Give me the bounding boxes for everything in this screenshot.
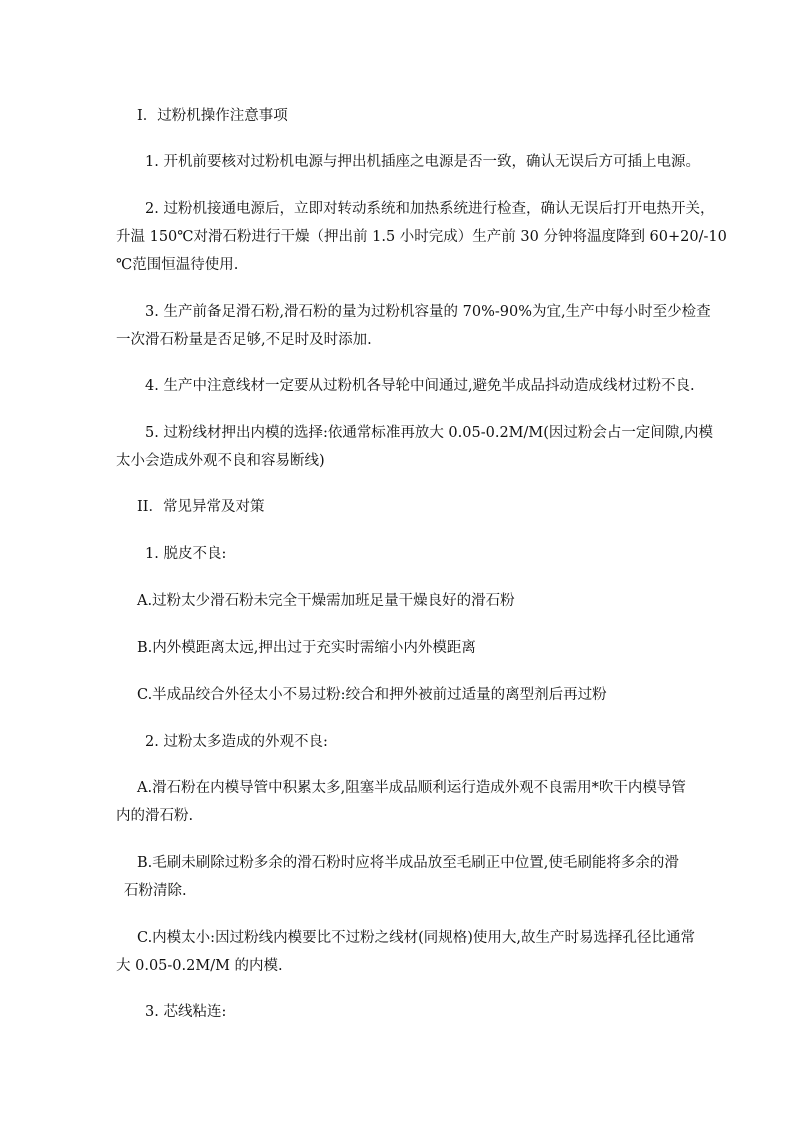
issue-1-c: C.半成品绞合外径太小不易过粉:绞合和押外被前过适量的离型剂后再过粉 [137,687,607,703]
item-2-line-2: 升温 150℃对滑石粉进行干燥（押出前 1.5 小时完成）生产前 30 分钟将温度降到 60+20/-10 [116,229,727,245]
issue-2-c-line-1: C.内模太小:因过粉线内模要比不过粉之线材(同规格)使用大,故生产时易选择孔径比通常 [137,930,695,946]
issue-2-a-line-1: A.滑石粉在内模导管中积累太多,阻塞半成品顺利运行造成外观不良需用*吹干内模导管 [137,780,686,796]
issue-1-b: B.内外模距离太远,押出过于充实时需缩小内外模距离 [137,640,476,656]
item-3-line-2: 一次滑石粉量是否足够,不足时及时添加. [116,332,372,348]
issue-2-a-line-2: 内的滑石粉. [116,808,194,824]
item-2-line-1: 2. 过粉机接通电源后，立即对转动系统和加热系统进行检查，确认无误后打开电热开关， [145,201,715,217]
item-5-line-1: 5. 过粉线材押出内模的选择:依通常标准再放大 0.05-0.2M/M(因过粉会占一定间隙,内模 [145,425,714,441]
issue-3-title: 3. 芯线粘连: [145,1004,227,1020]
section-heading-1: I．过粉机操作注意事项 [137,108,288,124]
item-2-line-3: ℃范围恒温待使用. [116,257,239,273]
section-heading-2: II．常见异常及对策 [137,499,265,515]
issue-2-title: 2. 过粉太多造成的外观不良: [145,734,328,750]
issue-2-b-line-1: B.毛刷未刷除过粉多余的滑石粉时应将半成品放至毛刷正中位置,使毛刷能将多余的滑 [137,855,679,871]
item-5-line-2: 太小会造成外观不良和容易断线) [116,453,325,469]
issue-1-a: A.过粉太少滑石粉未完全干燥需加班足量干燥良好的滑石粉 [137,593,515,609]
item-1-line-1: 1. 开机前要核对过粉机电源与押出机插座之电源是否一致，确认无误后方可插上电源。 [145,154,700,170]
issue-2-c-line-2: 大 0.05-0.2M/M 的内模. [116,958,283,974]
issue-1-title: 1. 脱皮不良: [145,546,227,562]
item-4-line-1: 4. 生产中注意线材一定要从过粉机各导轮中间通过,避免半成品抖动造成线材过粉不良. [145,378,695,394]
item-3-line-1: 3. 生产前备足滑石粉,滑石粉的量为过粉机容量的 70%-90%为宜,生产中每小时至少检查 [145,304,711,320]
issue-2-b-line-2: 石粉清除. [124,883,187,899]
